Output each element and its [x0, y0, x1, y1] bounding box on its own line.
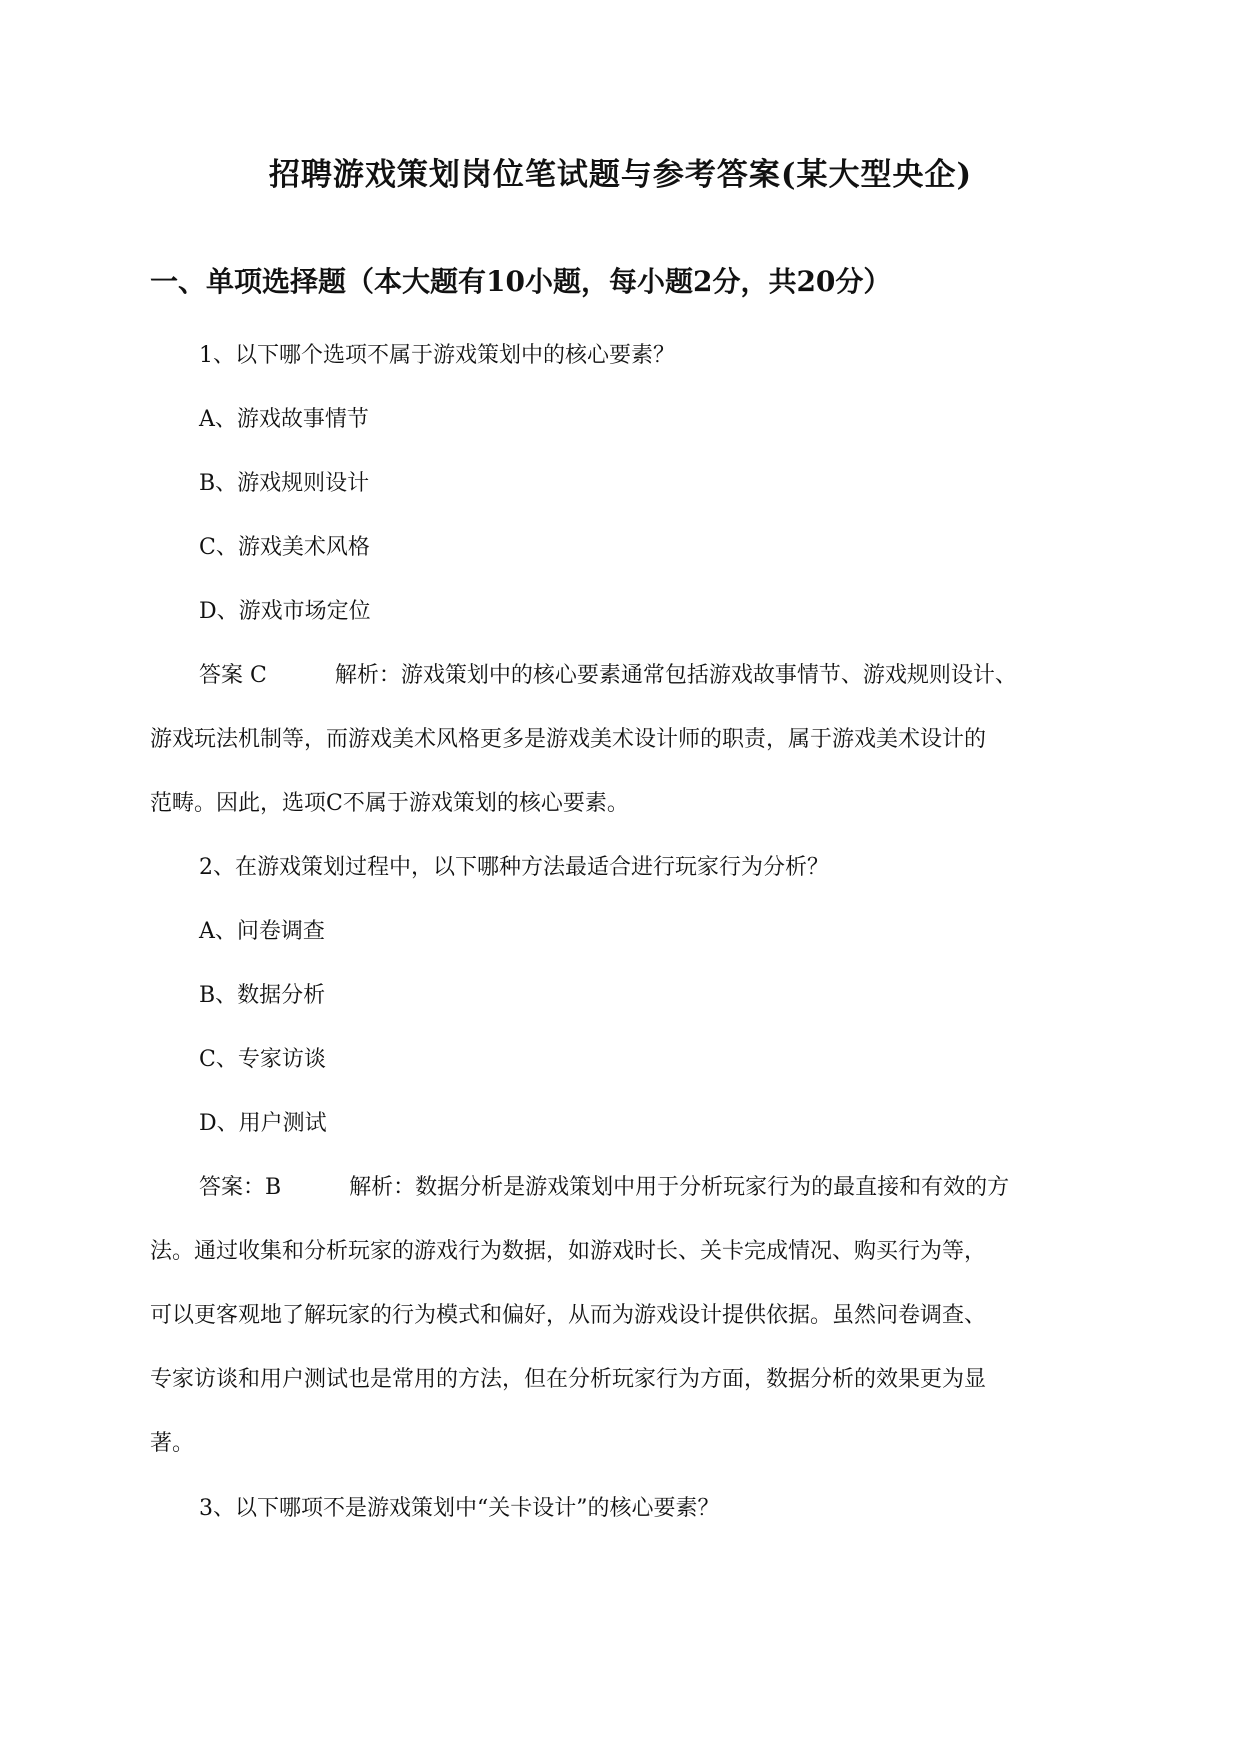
question-1-answer-line [199, 660, 1017, 692]
question-2-explanation-line-5: 著。 [150, 1431, 195, 1456]
section-heading: 一、单项选择题（本大题有10小题，每小题2分，共20分） [150, 265, 892, 298]
question-1-answer: 答案 C [199, 663, 267, 688]
question-2-answer: 答案：B [199, 1175, 282, 1200]
question-1-option-d: D、游戏市场定位 [199, 599, 371, 624]
question-2-option-b: B、数据分析 [199, 983, 326, 1008]
document-title: 招聘游戏策划岗位笔试题与参考答案(某大型央企) [268, 157, 973, 193]
question-2-option-c: C、专家访谈 [199, 1047, 326, 1072]
question-2-explanation-line-1: 解析：数据分析是游戏策划中用于分析玩家行为的最直接和有效的方 [349, 1175, 1010, 1200]
question-1-stem: 1、以下哪个选项不属于游戏策划中的核心要素？ [199, 343, 675, 368]
question-1-option-c: C、游戏美术风格 [199, 535, 370, 560]
question-2-answer-line [199, 1172, 1009, 1204]
question-2-explanation-line-2: 法。通过收集和分析玩家的游戏行为数据，如游戏时长、关卡完成情况、购买行为等， [150, 1239, 987, 1264]
question-1-explanation-line-2: 游戏玩法机制等，而游戏美术风格更多是游戏美术设计师的职责，属于游戏美术设计的 [150, 727, 987, 752]
question-1-explanation-line-3: 范畴。因此，选项C不属于游戏策划的核心要素。 [150, 791, 629, 816]
question-2-option-d: D、用户测试 [199, 1111, 327, 1136]
question-1-option-b: B、游戏规则设计 [199, 471, 370, 496]
question-2-explanation-line-4: 专家访谈和用户测试也是常用的方法，但在分析玩家行为方面，数据分析的效果更为显 [150, 1367, 987, 1392]
question-2-explanation-line-3: 可以更客观地了解玩家的行为模式和偏好，从而为游戏设计提供依据。虽然问卷调查、 [150, 1303, 987, 1328]
question-2-option-a: A、问卷调查 [199, 919, 325, 944]
question-1-explanation-line-1: 解析：游戏策划中的核心要素通常包括游戏故事情节、游戏规则设计、 [334, 663, 1017, 688]
question-1-option-a: A、游戏故事情节 [199, 407, 369, 432]
question-2-stem: 2、在游戏策划过程中，以下哪种方法最适合进行玩家行为分析？ [199, 855, 829, 880]
question-3-stem: 3、以下哪项不是游戏策划中“关卡设计”的核心要素？ [199, 1496, 720, 1521]
